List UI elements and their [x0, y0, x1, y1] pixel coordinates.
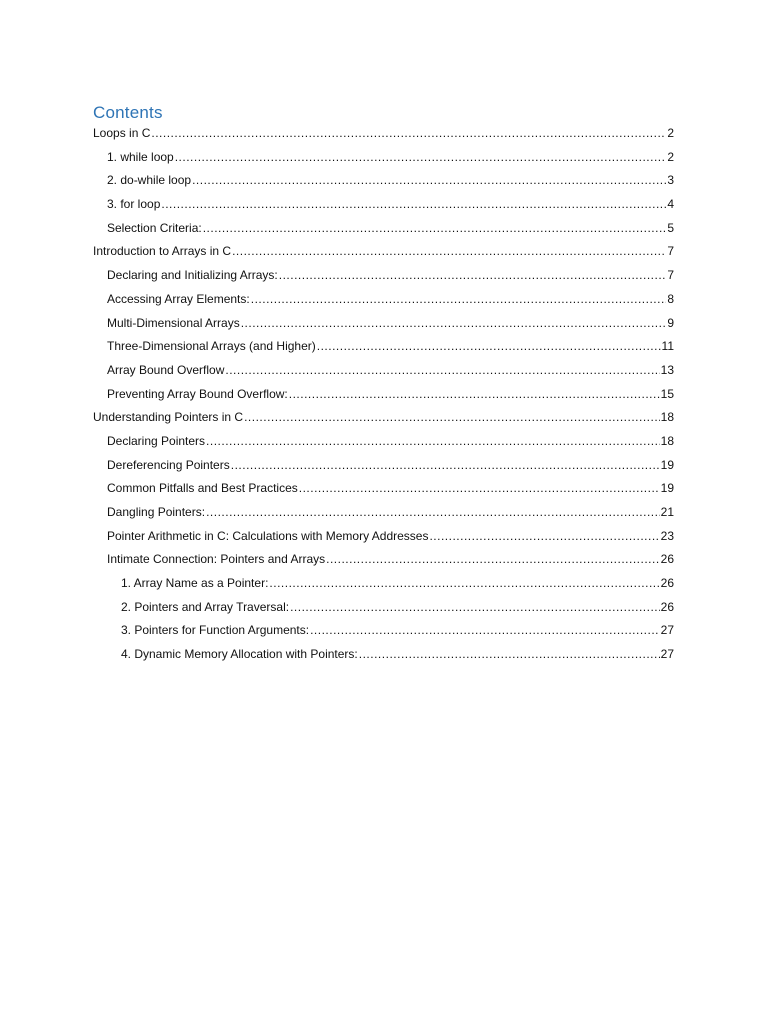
toc-entry-title[interactable]: Three-Dimensional Arrays (and Higher)	[107, 339, 316, 354]
toc-dot-leader	[326, 552, 660, 566]
toc-entry-title[interactable]: Declaring Pointers	[107, 433, 206, 448]
toc-entry-page-number[interactable]: 27	[660, 647, 674, 662]
toc-entry[interactable]	[93, 173, 674, 197]
toc-entry-title[interactable]: 3. Pointers for Function Arguments:	[121, 623, 310, 638]
toc-entry-title[interactable]: Declaring and Initializing Arrays:	[107, 268, 278, 283]
toc-dot-leader	[310, 623, 660, 637]
toc-entry[interactable]	[93, 197, 674, 221]
toc-heading: Contents	[93, 103, 163, 122]
toc-dot-leader	[232, 244, 666, 258]
toc-entry[interactable]	[93, 623, 674, 647]
toc-entry-title[interactable]: Selection Criteria:	[107, 220, 202, 235]
toc-entry-page-number[interactable]: 7	[667, 268, 674, 283]
toc-entry-page-number[interactable]: 26	[660, 599, 674, 614]
toc-dot-leader	[161, 197, 666, 211]
toc-entry-page-number[interactable]: 5	[667, 220, 674, 235]
toc-entry[interactable]	[93, 221, 674, 245]
toc-entry-title[interactable]: Array Bound Overflow	[107, 362, 225, 377]
toc-dot-leader	[279, 268, 667, 282]
toc-entry-page-number[interactable]: 9	[667, 315, 674, 330]
toc-dot-leader	[151, 126, 666, 140]
toc-dot-leader	[241, 316, 667, 330]
toc-entry-title[interactable]: Pointer Arithmetic in C: Calculations with Memory Addresses	[107, 528, 429, 543]
toc-entry-page-number[interactable]: 8	[667, 291, 674, 306]
toc-entry-page-number[interactable]: 19	[660, 481, 674, 496]
toc-entry-page-number[interactable]: 21	[660, 505, 674, 519]
toc-dot-leader	[231, 458, 660, 472]
toc-entry-page-number[interactable]: 2	[667, 149, 674, 164]
table-of-contents	[93, 102, 674, 671]
toc-list	[93, 126, 674, 671]
toc-entry[interactable]	[93, 647, 674, 671]
toc-entry-title[interactable]: 3. for loop	[107, 197, 161, 212]
toc-entry-page-number[interactable]: 13	[660, 362, 674, 377]
toc-entry-title[interactable]: 1. while loop	[107, 149, 174, 164]
toc-entry-page-number[interactable]: 26	[660, 576, 674, 591]
toc-entry-title[interactable]: Preventing Array Bound Overflow:	[107, 386, 288, 401]
toc-entry[interactable]	[93, 316, 674, 340]
toc-dot-leader	[289, 387, 660, 401]
toc-entry-title[interactable]: 2. Pointers and Array Traversal:	[121, 599, 290, 614]
toc-dot-leader	[317, 339, 661, 353]
toc-entry-title[interactable]: Accessing Array Elements:	[107, 291, 250, 306]
toc-entry[interactable]	[93, 600, 674, 624]
toc-dot-leader	[299, 481, 660, 495]
toc-entry-title[interactable]: Understanding Pointers in C	[93, 410, 244, 425]
toc-dot-leader	[269, 576, 659, 590]
toc-dot-leader	[206, 505, 660, 519]
toc-entry[interactable]	[93, 505, 674, 529]
toc-entry[interactable]	[93, 363, 674, 387]
toc-entry-title[interactable]: Dereferencing Pointers	[107, 457, 230, 472]
toc-entry-page-number[interactable]: 18	[660, 410, 674, 425]
toc-entry-page-number[interactable]: 11	[661, 339, 674, 354]
toc-entry[interactable]	[93, 410, 674, 434]
toc-entry-title[interactable]: Common Pitfalls and Best Practices	[107, 481, 298, 496]
toc-dot-leader	[203, 221, 667, 235]
toc-entry-title[interactable]: Introduction to Arrays in C	[93, 244, 232, 259]
toc-entry[interactable]	[93, 458, 674, 482]
toc-entry[interactable]	[93, 481, 674, 505]
toc-entry-page-number[interactable]: 3	[667, 173, 674, 188]
toc-entry[interactable]	[93, 434, 674, 458]
toc-entry-title[interactable]: 1. Array Name as a Pointer:	[121, 576, 269, 591]
toc-dot-leader	[244, 410, 660, 424]
toc-entry-title[interactable]: Dangling Pointers:	[107, 505, 206, 519]
toc-entry-page-number[interactable]: 26	[660, 552, 674, 567]
toc-entry-page-number[interactable]: 18	[660, 433, 674, 448]
toc-entry-page-number[interactable]: 23	[660, 528, 674, 543]
toc-entry-page-number[interactable]: 2	[667, 126, 674, 140]
toc-dot-leader	[429, 529, 659, 543]
toc-dot-leader	[175, 150, 667, 164]
toc-dot-leader	[290, 600, 660, 614]
toc-dot-leader	[206, 434, 660, 448]
toc-dot-leader	[192, 173, 666, 187]
toc-dot-leader	[251, 292, 667, 306]
toc-entry[interactable]	[93, 268, 674, 292]
toc-entry[interactable]	[93, 244, 674, 268]
toc-entry-title[interactable]: Intimate Connection: Pointers and Arrays	[107, 552, 326, 567]
toc-entry-title[interactable]: 4. Dynamic Memory Allocation with Pointers:	[121, 647, 358, 662]
toc-dot-leader	[225, 363, 659, 377]
toc-entry[interactable]	[93, 292, 674, 316]
toc-entry[interactable]	[93, 126, 674, 150]
toc-entry[interactable]	[93, 529, 674, 553]
toc-entry-title[interactable]: Loops in C	[93, 126, 151, 140]
toc-entry-page-number[interactable]: 15	[660, 386, 674, 401]
toc-entry-title[interactable]: Multi-Dimensional Arrays	[107, 315, 240, 330]
toc-entry[interactable]	[93, 387, 674, 411]
toc-entry[interactable]	[93, 150, 674, 174]
toc-entry-title[interactable]: 2. do-while loop	[107, 173, 192, 188]
toc-dot-leader	[359, 647, 660, 661]
toc-entry-page-number[interactable]: 7	[667, 244, 674, 259]
toc-entry-page-number[interactable]: 27	[660, 623, 674, 638]
toc-entry-page-number[interactable]: 4	[667, 197, 674, 212]
toc-entry[interactable]	[93, 339, 674, 363]
toc-entry[interactable]	[93, 576, 674, 600]
toc-entry-page-number[interactable]: 19	[660, 457, 674, 472]
toc-entry[interactable]	[93, 552, 674, 576]
